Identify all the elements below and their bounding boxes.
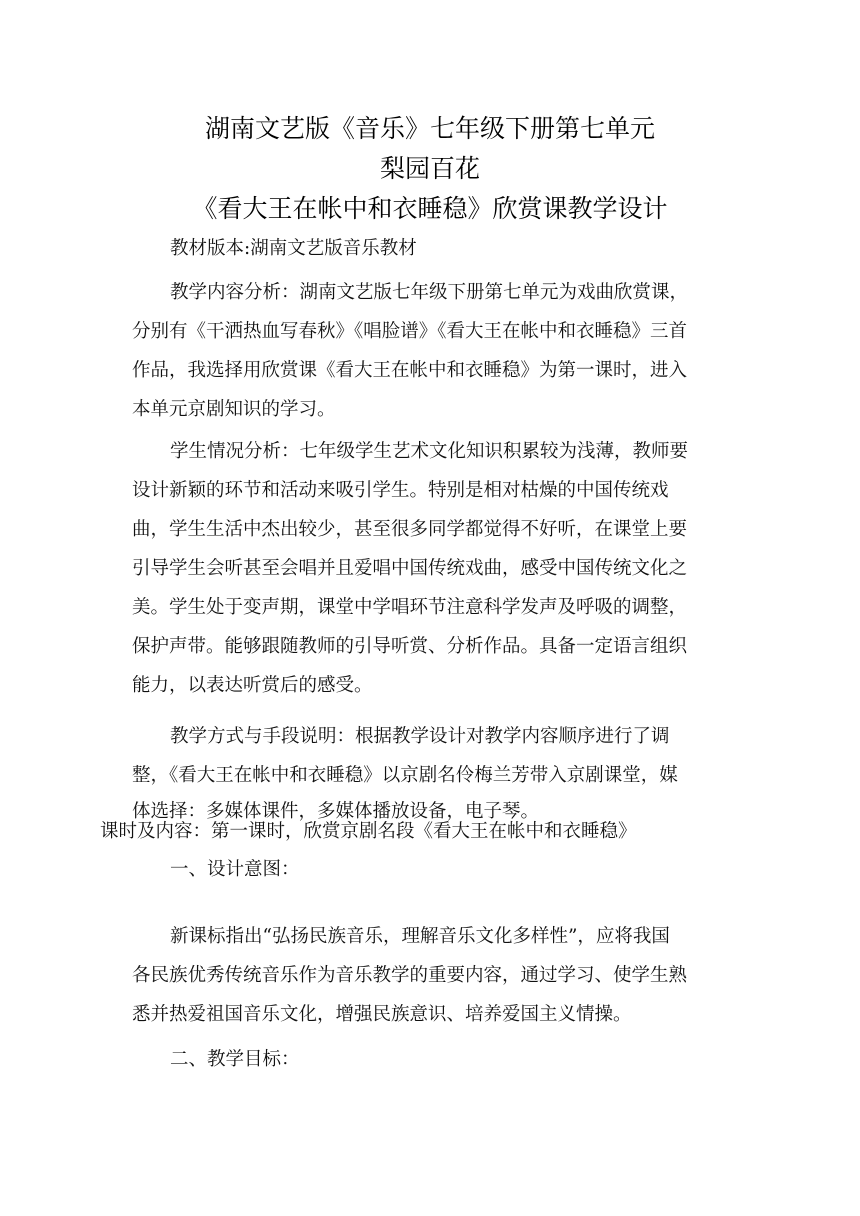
section-design-intent (132, 850, 732, 889)
paragraph-line: 整，《看大王在帐中和衣睡稳》以京剧名伶梅兰芳带入京剧课堂，媒 (132, 765, 678, 786)
document-title-line1: 湖南文艺版《音乐》七年级下册第七单元 (204, 114, 655, 143)
paragraph-line: 分别有《干洒热血写春秋》《唱脸谱》《看大王在帐中和衣睡稳》三首 (132, 321, 688, 342)
section-teaching-goals (132, 1040, 732, 1079)
content-analysis-paragraph (132, 273, 732, 429)
paragraph-line: 保护声带。能够跟随教师的引导听赏、分析作品。具备一定语言组织 (132, 636, 688, 657)
paragraph-line: 美。学生处于变声期，课堂中学唱环节注意科学发声及呼吸的调整， (132, 597, 688, 618)
teaching-methods-paragraph (132, 717, 732, 828)
paragraph-line: 悉并热爱祖国音乐文化，增强民族意识、培养爱国主义情操。 (132, 1004, 632, 1025)
paragraph-line: 学生情况分析：七年级学生艺术文化知识积累较为浅薄，教师要 (170, 441, 689, 462)
paragraph-line: 能力，以表达听赏后的感受。 (132, 675, 373, 696)
paragraph-line: 体选择：多媒体课件，多媒体播放设备，电子琴。 (132, 801, 540, 822)
paragraph-line: 设计新颖的环节和活动来吸引学生。特别是相对枯燥的中国传统戏 (132, 480, 669, 501)
paragraph-line: 引导学生会听甚至会唱并且爱唱中国传统戏曲，感受中国传统文化之 (132, 558, 688, 579)
design-intent-paragraph (132, 917, 732, 1034)
paragraph-line: 课时及内容：第一课时，欣赏京剧名段《看大王在帐中和衣睡稳》 (100, 821, 637, 842)
paragraph-line: 本单元京剧知识的学习。 (132, 399, 336, 420)
document-title-line2: 梨园百花 (379, 154, 480, 183)
paragraph-line: 教材版本:湖南文艺版音乐教材 (170, 238, 417, 259)
paragraph-line: 各民族优秀传统音乐作为音乐教学的重要内容，通过学习、使学生熟 (132, 965, 688, 986)
paragraph-line: 新课标指出“弘扬民族音乐，理解音乐文化多样性”，应将我国 (170, 926, 670, 947)
section-heading: 一、设计意图： (170, 859, 300, 880)
paragraph-line: 曲，学生生活中杰出较少，甚至很多同学都觉得不好听，在课堂上要 (132, 519, 688, 540)
paragraph-line: 教学方式与手段说明：根据教学设计对教学内容顺序进行了调 (170, 726, 670, 747)
paragraph-line: 教学内容分析：湖南文艺版七年级下册第七单元为戏曲欣赏课， (170, 282, 689, 303)
lesson-content (100, 815, 732, 848)
paragraph-line: 作品，我选择用欣赏课《看大王在帐中和衣睡稳》为第一课时，进入 (132, 360, 688, 381)
section-heading: 二、教学目标： (170, 1049, 300, 1070)
material-version (132, 232, 732, 265)
student-analysis-paragraph (132, 432, 732, 705)
document-title-line3: 《看大王在帐中和衣睡稳》欣赏课教学设计 (192, 194, 668, 223)
